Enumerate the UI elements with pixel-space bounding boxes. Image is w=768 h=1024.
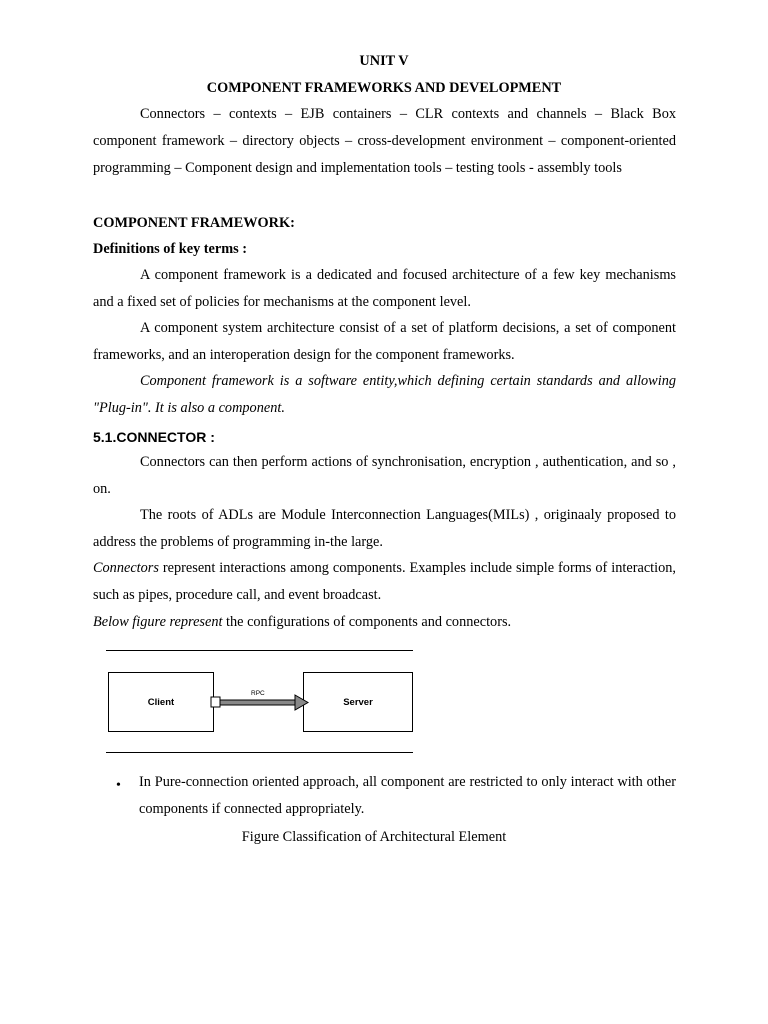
unit-title: UNIT V [359, 53, 409, 69]
component-framework-heading: COMPONENT FRAMEWORK: [93, 215, 295, 231]
server-box [303, 672, 413, 732]
figure-intro-italic: Below figure represent [93, 614, 223, 630]
bullet-icon: • [116, 778, 121, 793]
server-label: Server [343, 696, 373, 708]
framework-paragraph-2: A component system architecture consist of a set of platform decisions, a set of component frameworks, and an interoperation design for the component frameworks. [93, 320, 676, 363]
figure-intro-rest: the configurations of components and connectors. [222, 614, 512, 630]
connector-paragraph-1: Connectors can then perform actions of synchronisation, encryption , authentication, and so , on. [93, 454, 676, 497]
connector-paragraph-4 [93, 609, 676, 636]
connector-paragraph-3 [93, 555, 676, 609]
diagram-bottom-rule [106, 752, 413, 753]
chapter-title: COMPONENT FRAMEWORKS AND DEVELOPMENT [206, 80, 562, 96]
client-box [108, 672, 214, 732]
connector-paragraph-2: The roots of ADLs are Module Interconnection Languages(MILs) , originaaly proposed to address the problems of programming in-the large. [93, 507, 676, 550]
definitions-subheading: Definitions of key terms : [93, 241, 248, 257]
figure-caption: Figure Classification of Architectural Element [241, 829, 507, 845]
connectors-term: Connectors [93, 560, 159, 576]
connectors-description: represent interactions among components. Examples include simple forms of interaction, such as pipes, procedure call, and event broadcast. [93, 560, 676, 603]
framework-paragraph-3: Component framework is a software entity,which defining certain standards and allowing "Plug-in". It is also a component. [93, 373, 676, 416]
diagram-top-rule [106, 650, 413, 651]
framework-paragraph-1: A component framework is a dedicated and focused architecture of a few key mechanisms and a fixed set of policies for mechanisms at the component level. [93, 267, 676, 310]
rpc-arrow-icon [210, 693, 310, 713]
syllabus-paragraph: Connectors – contexts – EJB containers – CLR contexts and channels – Black Box component framework – directory objects – cross-development environment – component-oriented programming – Component design and implementation tools – testing tools - assembly tools [93, 106, 676, 176]
bullet-item: In Pure-connection oriented approach, all component are restricted to only interact with other components if connected appropriately. [139, 774, 676, 817]
connector-heading: 5.1.CONNECTOR : [93, 429, 215, 445]
rpc-label: RPC [251, 690, 265, 697]
client-label: Client [147, 696, 175, 708]
